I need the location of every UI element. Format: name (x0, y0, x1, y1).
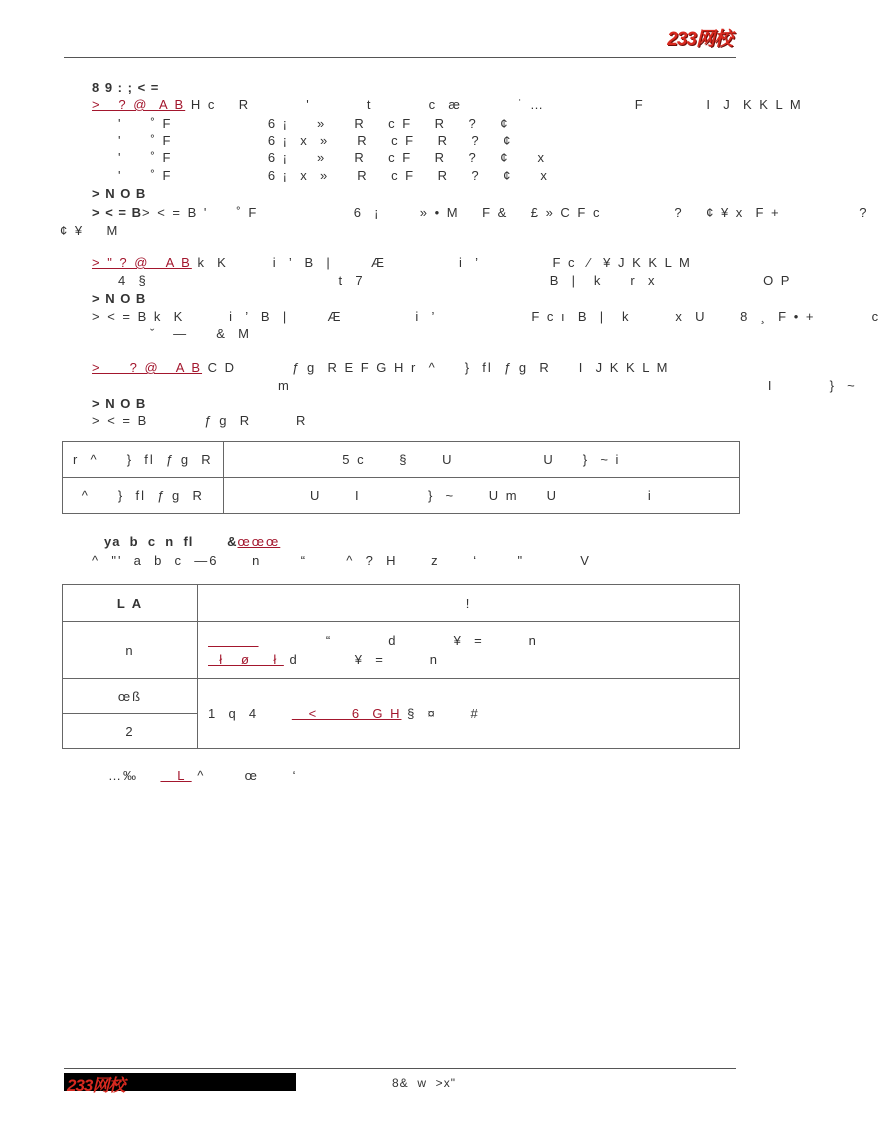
question-3 (92, 360, 669, 376)
explanation-3: > < = B ƒ g R R (92, 413, 308, 428)
table-row (63, 585, 740, 622)
table-cell-value: 5 c § U U } ~ i (223, 442, 739, 478)
table-row (63, 442, 740, 478)
footer-logo: 233网校 (67, 1076, 125, 1095)
table-link-2[interactable]: ł ø ł (208, 652, 284, 667)
question-3-sub: m I } ~ (278, 378, 857, 393)
question-2 (92, 255, 692, 271)
explanation-1-cont: ¢ ¥ M (60, 223, 120, 238)
table-cell-label: r ^ } fl ƒ g R (63, 442, 224, 478)
note-link[interactable]: L (160, 768, 192, 783)
option-a: ' ˚ F 6 ¡ » R c F R ? ¢ (118, 116, 510, 131)
question-3-text: C D ƒ g R E F G H r ^ } fl ƒ g R I J K K L M (202, 360, 670, 375)
section-2-heading: ya b c n fl &œœœ (104, 534, 281, 549)
explanation-1: > < = B> < = B ' ˚ F 6 ¡ » • M F & £ » C F c ? ¢ ¥ x F + ? (92, 205, 869, 220)
table-cell-value: 1 q 4 < 6 G H § ¤ # (198, 679, 740, 749)
table-link-1[interactable] (208, 633, 259, 648)
answer-3: > N O B (92, 396, 147, 411)
table-link-3[interactable]: < 6 G H (291, 706, 402, 721)
question-2-sub: 4 § t 7 B | k r x O P (118, 273, 792, 288)
table-cell-label: 2 (63, 714, 198, 749)
section-2-desc: ^ "' a b c —6 n “ ^ ? H z ‘ " V (92, 553, 591, 568)
section-2-heading-link[interactable]: œœœ (237, 534, 281, 549)
detail-table (62, 584, 740, 749)
table-header-label: L A (63, 585, 198, 622)
table-cell-label: œß (63, 679, 198, 714)
question-2-text: k K i ’ B | Æ i ’ F c ⁄ ¥ J K K L M (191, 255, 692, 270)
table-cell-value: U I } ~ U m U i (223, 478, 739, 514)
comparison-table (62, 441, 740, 514)
table-cell-label: ^ } fl ƒ g R (63, 478, 224, 514)
table-cell-value: “ d ¥ = n ł ø ł d ¥ = n (198, 622, 740, 679)
question-3-link[interactable]: > ? @ A B (92, 360, 203, 375)
question-1-link[interactable]: > ? @ A B (92, 97, 186, 112)
explanation-2-cont: ˇ — & M (150, 326, 251, 341)
table-row (63, 679, 740, 714)
site-logo: 233网校 (667, 29, 732, 50)
table-header-value: ! (198, 585, 740, 622)
header-divider (64, 57, 736, 58)
answer-2: > N O B (92, 291, 147, 306)
table-row (63, 478, 740, 514)
question-1 (92, 97, 803, 113)
option-d: ' ˚ F 6 ¡ x » R c F R ? ¢ x (118, 168, 549, 183)
table-row (63, 622, 740, 679)
question-1-text: H c R ' t c æ ˙ … F I J K K L M (185, 97, 803, 112)
option-c: ' ˚ F 6 ¡ » R c F R ? ¢ x (118, 150, 546, 165)
explanation-2: > < = B k K i ’ B | Æ i ’ F c ı B | k x U 8 ¸ F • + c (92, 309, 880, 324)
footer-divider (64, 1068, 736, 1069)
table-cell-label: n (63, 622, 198, 679)
page-number: 8& w >x" (392, 1076, 456, 1090)
option-b: ' ˚ F 6 ¡ x » R c F R ? ¢ (118, 133, 513, 148)
question-2-link[interactable]: > " ? @ A B (92, 255, 192, 270)
answer-1: > N O B (92, 186, 147, 201)
note: …‰ L ^ œ ‘ (108, 768, 298, 783)
section-heading: 8 9 : ; < = (92, 80, 160, 95)
